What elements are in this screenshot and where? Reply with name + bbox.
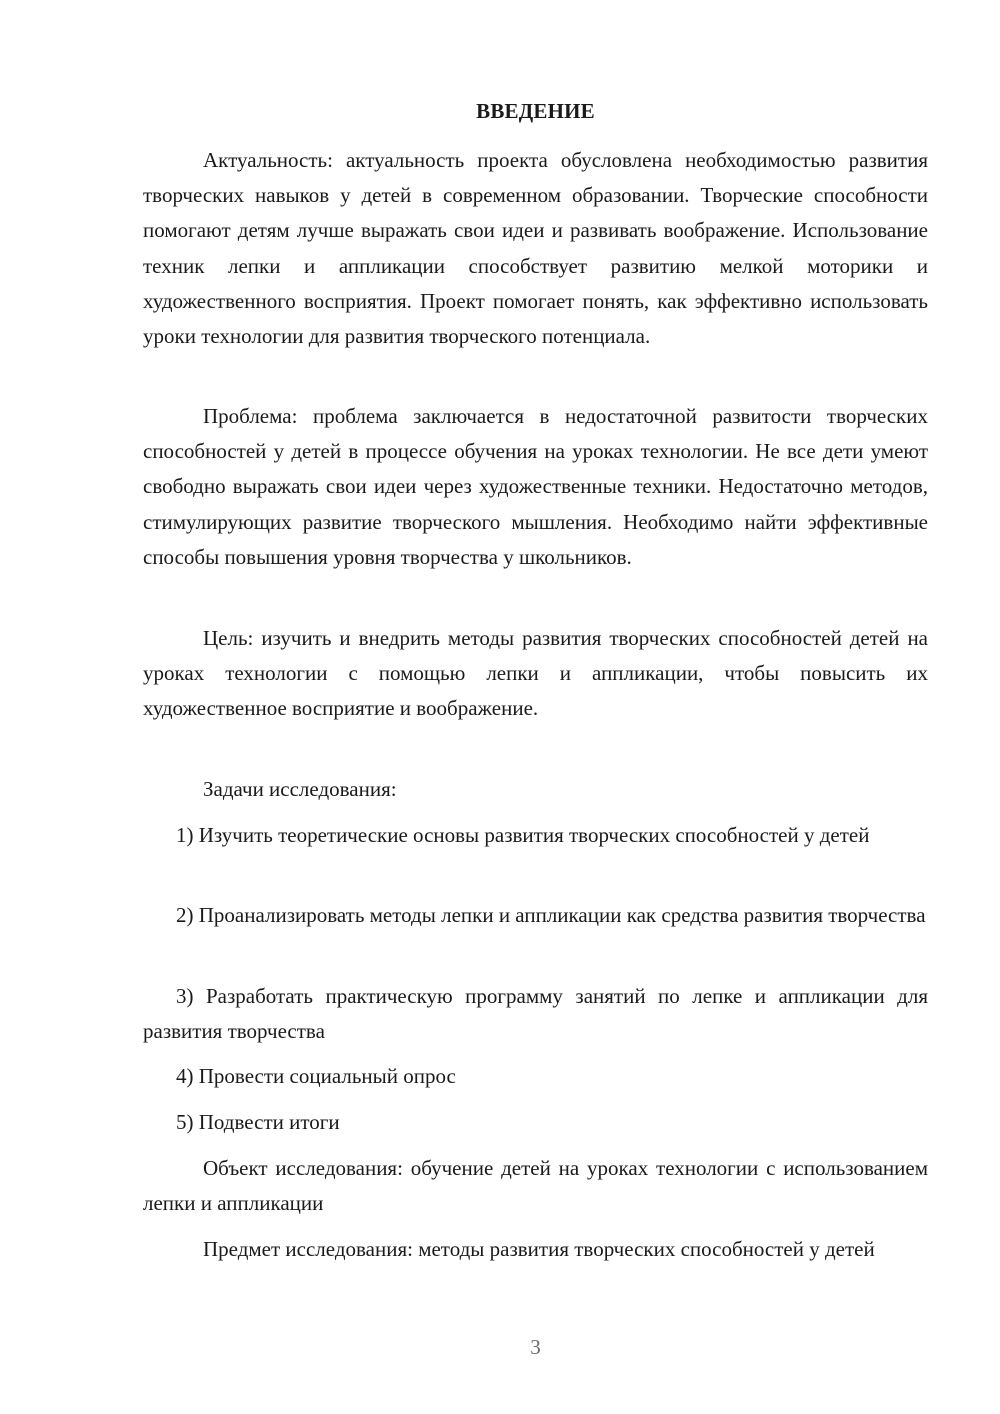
problem-paragraph: Проблема: проблема заключается в недостаточной развитости творческих способностей у детей в процессе обучения на уроках технологии. Не все дети умеют свободно выражать свои идеи через художественные техники. Недостаточно методов, стимулирующих развитие творческого мышления. Необходимо найти эффективные способы повышения уровня творчества у школьников. (143, 404, 928, 569)
task-item-2: 2) Проанализировать методы лепки и аппликации как средства развития творчества (176, 903, 926, 927)
page-number: 3 (530, 1335, 541, 1359)
task-item-5: 5) Подвести итоги (176, 1110, 340, 1134)
task-item-4: 4) Провести социальный опрос (176, 1064, 456, 1088)
relevance-paragraph: Актуальность: актуальность проекта обусловлена необходимостью развития творческих навыков у детей в современном образовании. Творческие способности помогают детям лучше выражать свои идеи и развивать воображение. Использование техник лепки и аппликации способствует развитию мелкой моторики и художественного восприятия. Проект помогает понять, как эффективно использовать уроки технологии для развития творческого потенциала. (143, 148, 928, 349)
document-page (143, 0, 928, 1414)
research-subject-paragraph: Предмет исследования: методы развития творческих способностей у детей (203, 1237, 875, 1261)
tasks-heading: Задачи исследования: (203, 777, 397, 801)
research-object-paragraph: Объект исследования: обучение детей на уроках технологии с использованием лепки и аппликации (143, 1156, 928, 1216)
task-item-1: 1) Изучить теоретические основы развития творческих способностей у детей (176, 823, 870, 847)
section-heading: ВВЕДЕНИЕ (476, 99, 595, 123)
goal-paragraph: Цель: изучить и внедрить методы развития творческих способностей детей на уроках технологии с помощью лепки и аппликации, чтобы повысить их художественное восприятие и воображение. (143, 626, 928, 721)
task-item-3: 3) Разработать практическую программу занятий по лепке и аппликации для развития творчества (143, 984, 928, 1044)
